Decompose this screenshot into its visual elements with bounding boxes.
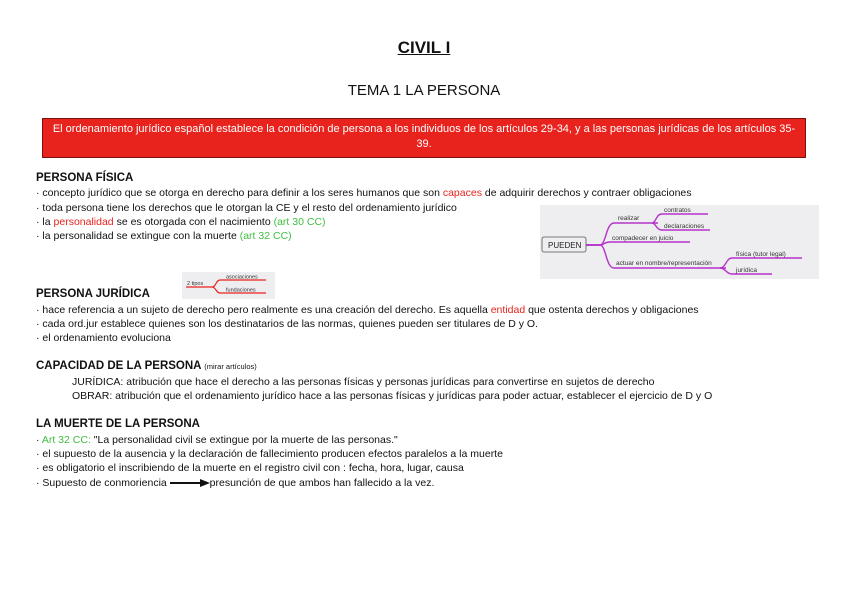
section-title-muerte: LA MUERTE DE LA PERSONA [36, 418, 200, 430]
text-segment: · [36, 434, 42, 446]
document-subtitle: TEMA 1 LA PERSONA [347, 82, 501, 99]
capacidad-title: CAPACIDAD DE LA PERSONA [36, 360, 202, 372]
section-title-persona-juridica: PERSONA JURÍDICA [36, 288, 150, 300]
text-segment: · hace referencia a un sujeto de derecho pero realmente es una creación del derecho. Es aquella [36, 304, 491, 316]
highlight-entidad: entidad [490, 304, 526, 316]
persona-juridica-line-1 [36, 303, 699, 317]
text-segment: · concepto jurídico que se otorga en derecho para definir a los seres humanos que son [36, 187, 443, 199]
mindmap-label-juridica: jurídica [736, 267, 757, 274]
arrow-right-icon [170, 478, 210, 488]
mindmap-pueden [540, 205, 819, 279]
persona-fisica-line-4 [36, 229, 292, 243]
muerte-line-1 [36, 433, 398, 447]
text-segment: que ostenta derechos y obligaciones [525, 304, 699, 316]
text-segment: · Supuesto de conmoriencia [36, 477, 170, 489]
mindmap-label-fisica: física (tutor legal) [736, 251, 786, 258]
text-segment: "La personalidad civil se extingue por la muerte de las personas." [90, 434, 398, 446]
branch-fisica [720, 258, 802, 268]
article-ref: Art 32 CC: [41, 434, 91, 446]
article-ref: (art 32 CC) [239, 230, 292, 242]
branch-contratos [652, 214, 708, 223]
capacidad-juridica-line: JURÍDICA: atribución que hace el derecho a las personas físicas y personas jurídicas para convertirse en sujetos de derecho [72, 376, 655, 388]
mindmap-label-realizar: realizar [618, 215, 640, 222]
mindmap-root-label: PUEDEN [548, 241, 582, 250]
mindmap-label-contratos: contratos [664, 207, 691, 214]
text-segment: · la personalidad se extingue con la muerte [36, 230, 240, 242]
mindmap-label-asociaciones: asociaciones [226, 274, 258, 281]
capacidad-obrar-line: OBRAR: atribución que el ordenamiento jurídico hace a las personas físicas y jurídicas para poder actuar, establecer el ejercicio de D y O [72, 390, 713, 402]
persona-juridica-line-3: · el ordenamiento evoluciona [36, 332, 171, 344]
text-segment: de adquirir derechos y contraer obligaciones [481, 187, 692, 199]
intro-text: El ordenamiento jurídico español establece la condición de persona a los individuos de los artículos 29-34, y a las personas jurídicas de los artículos 35-39. [52, 123, 796, 150]
text-segment: · la [36, 216, 54, 228]
mindmap-label-declaraciones: declaraciones [664, 223, 705, 230]
highlight-capaces: capaces [442, 187, 482, 199]
mindmap-label-compadecer: compadecer en juicio [612, 235, 674, 242]
section-title-persona-fisica: PERSONA FÍSICA [36, 172, 134, 184]
document-title: CIVIL I [397, 38, 451, 57]
highlight-personalidad: personalidad [53, 216, 114, 228]
mindmap-label-actuar: actuar en nombre/representación [616, 260, 712, 267]
mindmap-tipos-graphic [182, 272, 275, 299]
section-title-capacidad [36, 360, 257, 372]
muerte-line-4 [36, 476, 434, 490]
article-ref: (art 30 CC) [273, 216, 326, 228]
muerte-line-3: · es obligatorio el inscribiendo de la muerte en el registro civil con : fecha, hora, lugar, causa [36, 462, 464, 474]
persona-juridica-line-2: · cada ord.jur establece quienes son los destinatarios de las normas, quienes pueden ser titulares de D y O. [36, 318, 538, 330]
mindmap-tipos-root: 2 tipos [187, 281, 204, 287]
capacidad-note: (mirar artículos) [204, 362, 257, 371]
mindmap-label-fundaciones: fundaciones [226, 287, 256, 294]
mindmap-pueden-graphic [540, 205, 819, 279]
intro-box [42, 118, 806, 158]
persona-fisica-line-3 [36, 215, 326, 229]
text-segment: presunción de que ambos han fallecido a la vez. [209, 477, 435, 489]
mindmap-tipos [182, 272, 275, 299]
persona-fisica-line-2: · toda persona tiene los derechos que le otorgan la CE y el resto del ordenamiento jurídico [36, 202, 457, 214]
muerte-line-2: · el supuesto de la ausencia y la declaración de fallecimiento producen efectos paralelos a la muerte [36, 448, 503, 460]
text-segment: se es otorgada con el nacimiento [113, 216, 274, 228]
persona-fisica-line-1 [36, 186, 692, 200]
